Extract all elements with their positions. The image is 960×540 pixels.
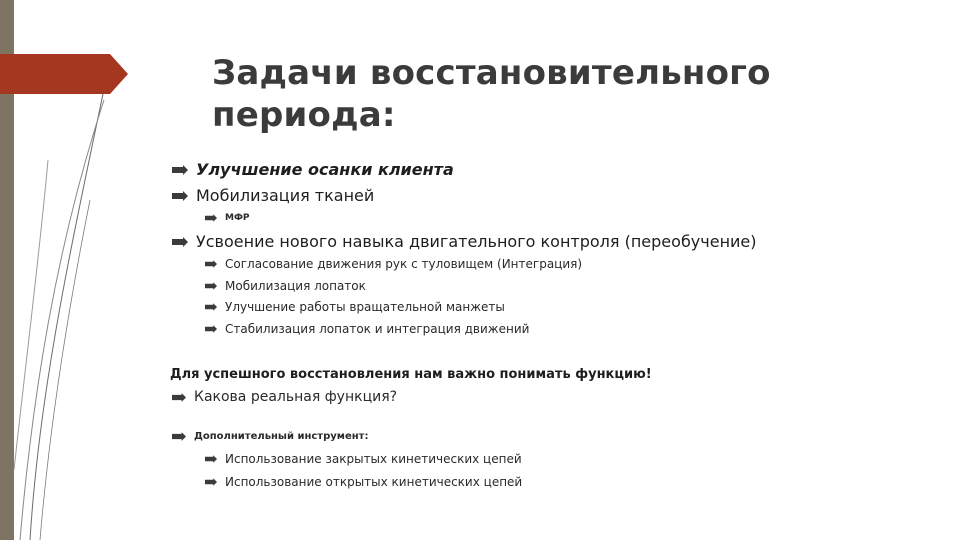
sub-bullet-item bbox=[205, 452, 522, 466]
sub-bullet-item bbox=[205, 213, 249, 223]
arrow-bullet-icon bbox=[205, 260, 217, 268]
bullet-text: Усвоение нового навыка двигательного контроля (переобучение) bbox=[196, 232, 757, 251]
title-line-2: периода: bbox=[212, 95, 396, 135]
sub-bullet-text: МФР bbox=[225, 213, 250, 223]
arrow-bullet-icon bbox=[172, 165, 188, 175]
arrow-bullet-icon bbox=[205, 282, 217, 290]
arrow-bullet-icon bbox=[205, 478, 217, 486]
sub-bullet-item bbox=[205, 322, 529, 336]
sub-bullet-text: Использование закрытых кинетических цепей bbox=[225, 452, 522, 466]
bullet-text: Мобилизация тканей bbox=[196, 186, 375, 205]
bullet-text: Улучшение осанки клиента bbox=[196, 160, 454, 179]
arrow-bullet-icon bbox=[172, 237, 188, 247]
arrow-bullet-icon bbox=[172, 393, 186, 402]
sub-bullet-item bbox=[205, 300, 505, 314]
arrow-bullet-icon bbox=[205, 303, 217, 311]
bullet-item bbox=[172, 186, 374, 205]
sub-bullet-text: Согласование движения рук с туловищем (Интеграция) bbox=[225, 257, 583, 271]
bullet-item bbox=[172, 232, 757, 251]
title-accent-tab bbox=[0, 54, 128, 94]
sub-bullet-text: Мобилизация лопаток bbox=[225, 279, 366, 293]
arrow-bullet-icon bbox=[205, 455, 217, 463]
slide-title bbox=[212, 52, 771, 136]
arrow-bullet-icon bbox=[172, 191, 188, 201]
bullet-text: Дополнительный инструмент: bbox=[194, 431, 369, 442]
sub-bullet-text: Использование открытых кинетических цепей bbox=[225, 475, 523, 489]
sub-bullet-text: Стабилизация лопаток и интеграция движений bbox=[225, 322, 530, 336]
bullet-item bbox=[172, 431, 368, 442]
bullet-item bbox=[172, 389, 397, 405]
sub-bullet-item bbox=[205, 257, 582, 271]
arrow-bullet-icon bbox=[172, 432, 186, 441]
arrow-bullet-icon bbox=[205, 325, 217, 333]
arrow-bullet-icon bbox=[205, 214, 217, 222]
sub-bullet-text: Улучшение работы вращательной манжеты bbox=[225, 300, 505, 314]
title-line-1: Задачи восстановительного bbox=[212, 53, 771, 93]
sub-bullet-item bbox=[205, 279, 366, 293]
important-note: Для успешного восстановления нам важно понимать функцию! bbox=[170, 367, 652, 382]
bullet-item bbox=[172, 160, 454, 179]
bullet-text: Какова реальная функция? bbox=[194, 389, 398, 405]
sub-bullet-item bbox=[205, 475, 522, 489]
